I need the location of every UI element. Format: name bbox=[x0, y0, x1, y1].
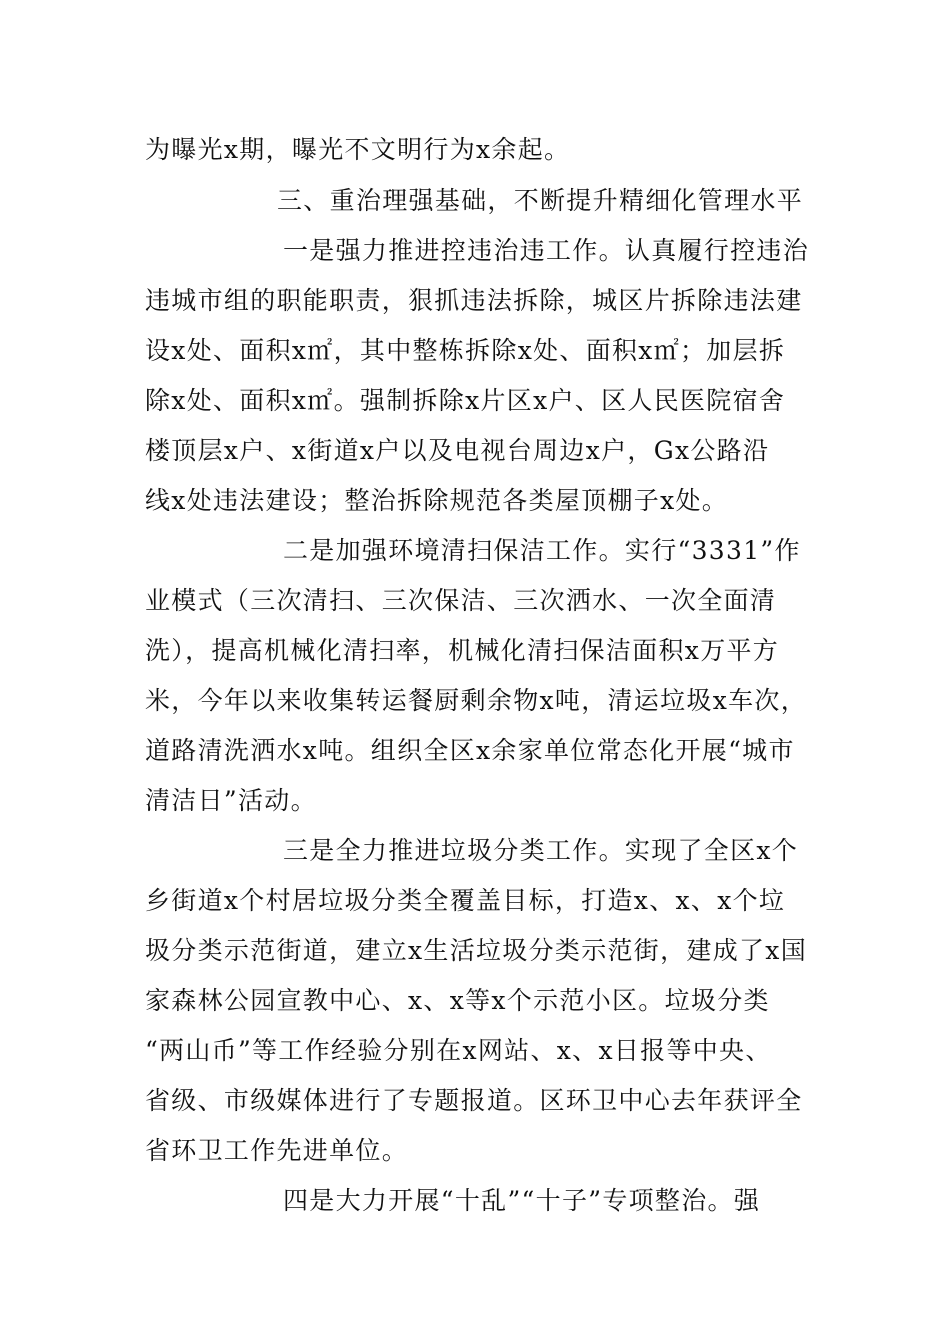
text-line: 省级、市级媒体进行了专题报道。区环卫中心去年获评全 bbox=[145, 1086, 803, 1115]
text-line: 乡街道x个村居垃圾分类全覆盖目标，打造x、x、x个垃 bbox=[145, 886, 786, 915]
text-line: 三是全力推进垃圾分类工作。实现了全区x个 bbox=[283, 836, 799, 865]
text-line: 米，今年以来收集转运餐厨剩余物x吨，清运垃圾x车次， bbox=[145, 686, 808, 715]
text-line: 家森林公园宣教中心、x、x等x个示范小区。垃圾分类 bbox=[145, 986, 770, 1015]
text-line: “两山币”等工作经验分别在x网站、x、x日报等中央、 bbox=[145, 1036, 772, 1065]
text-line: 违城市组的职能职责，狠抓违法拆除，城区片拆除违法建 bbox=[145, 286, 803, 315]
text-line: 四是大力开展“十乱”“十子”专项整治。强 bbox=[283, 1186, 761, 1215]
text-line: 业模式（三次清扫、三次保洁、三次洒水、一次全面清 bbox=[145, 586, 777, 615]
text-line: 道路清洗洒水x吨。组织全区x余家单位常态化开展“城市 bbox=[145, 736, 795, 765]
text-line: 一是强力推进控违治违工作。认真履行控违治 bbox=[283, 236, 810, 265]
text-line: 除x处、面积x㎡。强制拆除x片区x户、区人民医院宿舍 bbox=[145, 386, 786, 415]
text-line: 圾分类示范街道，建立x生活垃圾分类示范街，建成了x国 bbox=[145, 936, 808, 965]
text-line: 省环卫工作先进单位。 bbox=[145, 1136, 409, 1165]
text-line: 二是加强环境清扫保洁工作。实行“3331”作 bbox=[283, 536, 801, 565]
text-line: 线x处违法建设；整治拆除规范各类屋顶棚子x处。 bbox=[145, 486, 729, 515]
text-line: 清洁日”活动。 bbox=[145, 786, 317, 815]
text-line: 楼顶层x户、x街道x户以及电视台周边x户，Gx公路沿 bbox=[145, 436, 770, 465]
section-heading: 三、重治理强基础，不断提升精细化管理水平 bbox=[277, 186, 804, 215]
text-line: 设x处、面积x㎡，其中整栋拆除x处、面积x㎡；加层拆 bbox=[145, 336, 786, 365]
text-line: 为曝光x期，曝光不文明行为x余起。 bbox=[145, 135, 571, 164]
text-line: 洗），提高机械化清扫率，机械化清扫保洁面积x万平方 bbox=[145, 636, 780, 665]
